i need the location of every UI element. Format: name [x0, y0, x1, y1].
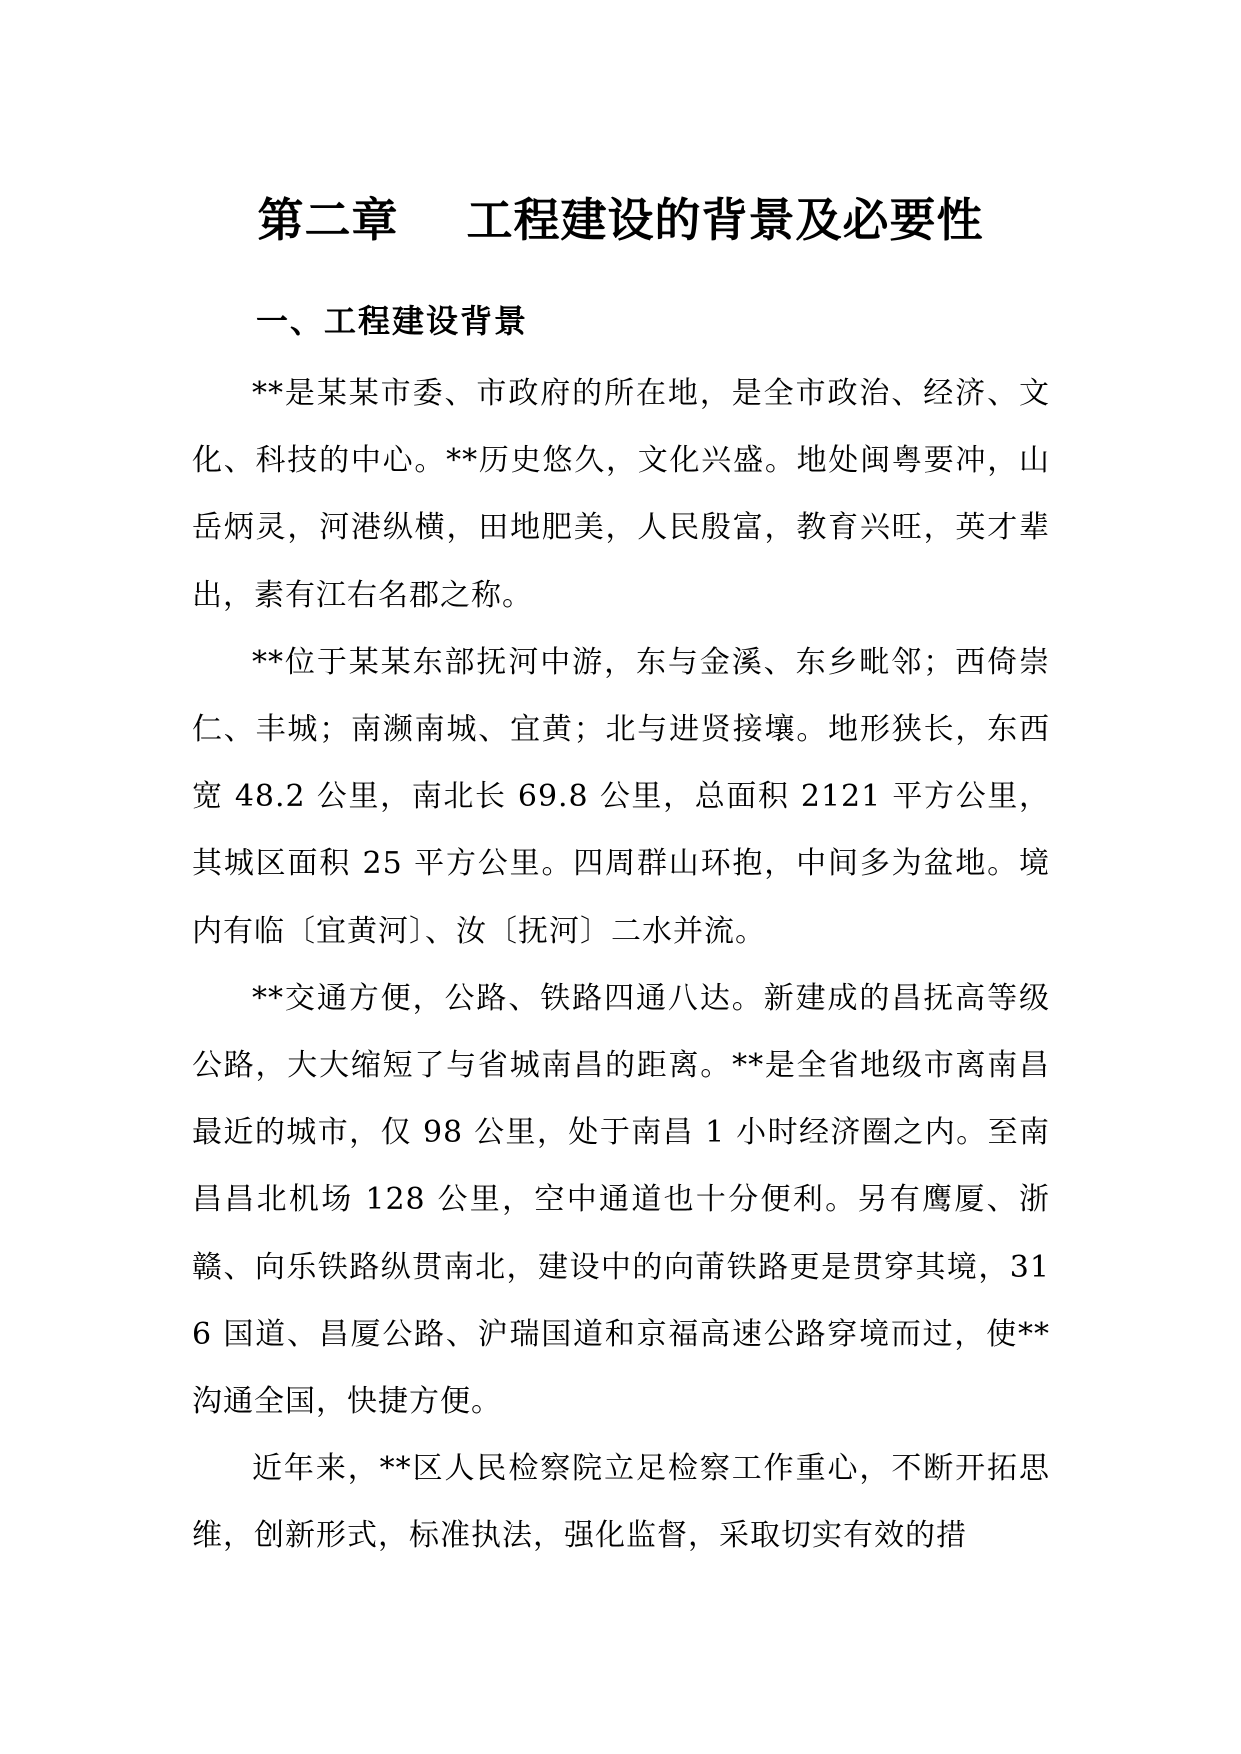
section-heading: 一、工程建设背景 [256, 302, 529, 340]
chapter-title: 第二章 工程建设的背景及必要性 [257, 193, 984, 247]
paragraph-procuratorate: 近年来，**区人民检察院立足检察工作重心，不断开拓思维，创新形式，标准执法，强化监督，采取切实有效的措 [192, 1451, 1050, 1554]
body-text [192, 360, 1050, 1570]
paragraph-transportation: **交通方便，公路、铁路四通八达。新建成的昌抚高等级公路，大大缩短了与省城南昌的距离。**是全省地级市离南昌最近的城市，仅 98 公里，处于南昌 1 小时经济圈之内。至南昌昌北机场 128 公里，空中通道也十分便利。另有鹰厦、浙赣、向乐铁路纵贯南北，建设中的向莆铁路更是贯穿其境，316 国道、昌厦公路、沪瑞国道和京福高速公路穿境而过，使**沟通全国，快捷方便。 [192, 980, 1050, 1420]
paragraph-geography: **位于某某东部抚河中游，东与金溪、东乡毗邻；西倚崇仁、丰城；南濒南城、宜黄；北与进贤接壤。地形狭长，东西宽 48.2 公里，南北长 69.8 公里，总面积 2121 平方公里，其城区面积 25 平方公里。四周群山环抱，中间多为盆地。境内有临〔宜黄河〕、汝〔抚河〕二水并流。 [192, 644, 1050, 949]
paragraph-location-overview: **是某某市委、市政府的所在地，是全市政治、经济、文化、科技的中心。**历史悠久，文化兴盛。地处闽粤要冲，山岳炳灵，河港纵横，田地肥美，人民殷富，教育兴旺，英才辈出，素有江右名郡之称。 [192, 376, 1050, 613]
